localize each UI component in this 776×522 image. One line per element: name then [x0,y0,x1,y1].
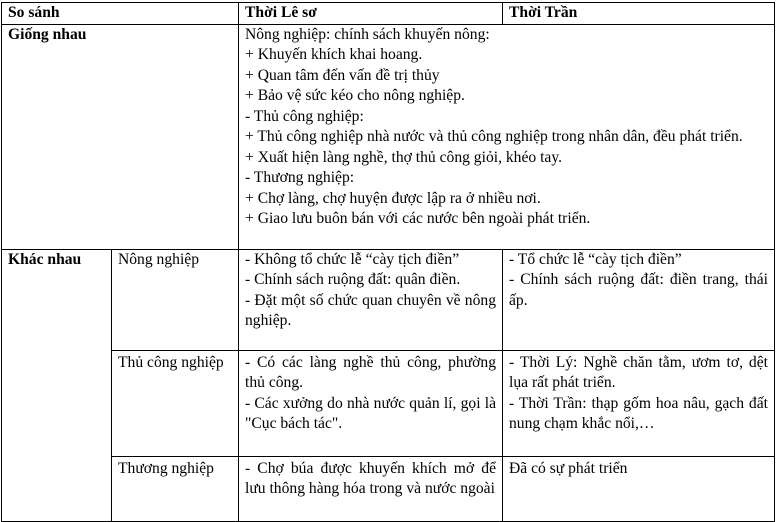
le-so-cell [239,456,503,521]
tran-cell [503,456,775,521]
header-le-so: Thời Lê sơ [239,3,503,25]
sector-label: Thương nghiệp [112,456,239,521]
tran-line: - Chính sách ruộng đất: điền trang, thái ấp. [509,271,768,309]
le-so-cell [239,350,503,456]
tran-line: - Thời Lý: Nghề chăn tằm, ươm tơ, dệt lụa rất phát triển. [509,353,768,391]
similar-line: + Thủ công nghiệp nhà nước và thủ công nghiệp trong nhân dân, đều phát triển. [245,128,743,145]
similar-line: + Quan tâm đến vấn đề trị thủy [245,66,440,84]
le-so-line: - Có các làng nghề thủ công, phường thủ công. [245,353,496,391]
similar-content [239,24,775,249]
similar-row [2,24,775,249]
similar-line: - Thủ công nghiệp: [245,107,364,125]
sector-label: Nông nghiệp [112,249,239,350]
tran-cell [503,350,775,456]
similar-line: + Xuất hiện làng nghề, thợ thủ công giỏi, khéo tay. [245,148,563,166]
similar-line: + Khuyến khích khai hoang. [245,46,423,63]
le-so-line: - Chợ búa được khuyến khích mở để lưu thông hàng hóa trong và nước ngoài [245,459,496,497]
different-label: Khác nhau [2,249,112,521]
tran-line: - Thời Trần: thạp gốm hoa nâu, gạch đất nung chạm khắc nổi,… [509,394,768,432]
similar-line: + Giao lưu buôn bán với các nước bên ngoài phát triển. [245,210,591,227]
le-so-line: - Đặt một số chức quan chuyên về nông nghiệp. [245,291,496,329]
comparison-table [1,2,775,522]
similar-line: + Chợ làng, chợ huyện được lập ra ở nhiều nơi. [245,189,541,207]
similar-line: Nông nghiệp: chính sách khuyến nông: [245,25,490,43]
le-so-line: - Chính sách ruộng đất: quân điền. [245,271,461,288]
le-so-line: - Các xưởng do nhà nước quản lí, gọi là "Cục bách tác". [245,394,496,432]
header-row [2,3,775,25]
le-so-line: - Không tổ chức lễ “cày tịch điền” [245,250,460,268]
tran-cell [503,249,775,350]
header-compare: So sánh [2,3,239,25]
similar-line: + Bảo vệ sức kéo cho nông nghiệp. [245,87,465,104]
diff-row-agriculture [2,249,775,350]
sector-label: Thủ công nghiệp [112,350,239,456]
header-tran: Thời Trần [503,3,775,25]
similar-label: Giống nhau [2,24,239,249]
similar-line: - Thương nghiệp: [245,169,355,186]
tran-line: - Tổ chức lễ “cày tịch điền” [509,250,682,268]
le-so-cell [239,249,503,350]
diff-row-handicraft [2,350,775,456]
tran-line: Đã có sự phát triển [509,459,628,477]
diff-row-trade [2,456,775,521]
